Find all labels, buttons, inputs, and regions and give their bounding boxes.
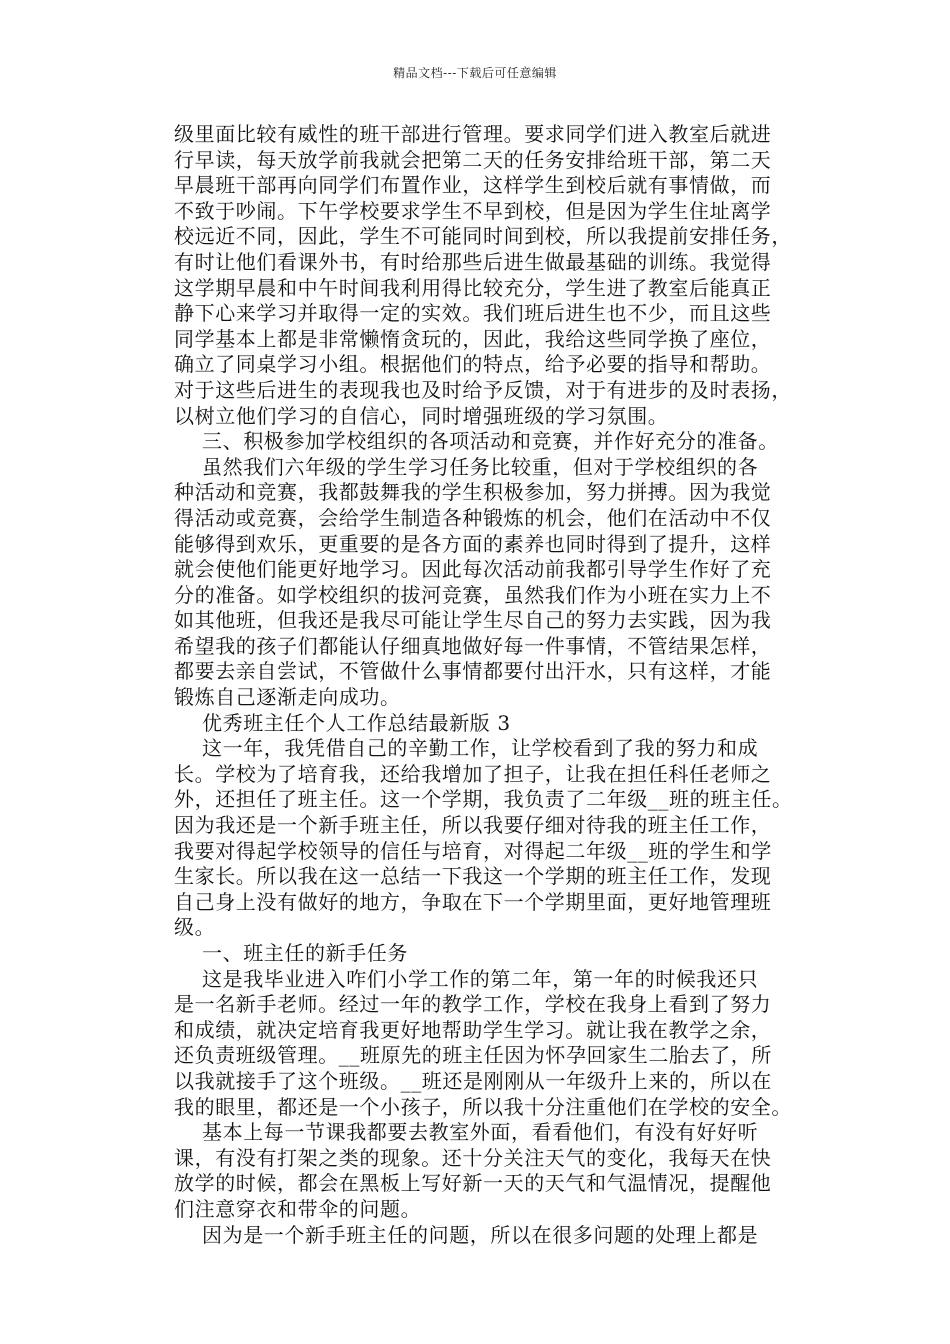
text-line: 早晨班干部再向同学们布置作业，这样学生到校后就有事情做，而 — [174, 173, 772, 198]
text-line: 是一名新手老师。经过一年的教学工作，学校在我身上看到了努力 — [174, 992, 772, 1017]
text-line: 都要去亲自尝试，不管做什么事情都要付出汗水，只有这样，才能 — [174, 659, 772, 684]
text-line: 有时让他们看课外书，有时给那些后进生做最基础的训练。我觉得 — [174, 249, 772, 274]
text-line: 行早读，每天放学前我就会把第二天的任务安排给班干部，第二天 — [174, 147, 772, 172]
text-line: 基本上每一节课我都要去教室外面，看看他们，有没有好好听 — [202, 1120, 759, 1145]
text-line: 和成绩，就决定培育我更好地帮助学生学习。就让我在教学之余， — [174, 1017, 772, 1042]
text-line: 静下心来学习并取得一定的实效。我们班后进生也不少，而且这些 — [174, 301, 772, 326]
text-line: 自己身上没有做好的地方，争取在下一个学期里面，更好地管理班 — [174, 889, 772, 914]
text-line: 因为我还是一个新手班主任，所以我要仔细对待我的班主任工作， — [174, 813, 772, 838]
text-line: 级里面比较有威性的班干部进行管理。要求同学们进入教室后就进 — [174, 122, 772, 146]
text-line: 不致于吵闹。下午学校要求学生不早到校，但是因为学生住址离学 — [174, 198, 772, 223]
text-line: 对于这些后进生的表现我也及时给予反馈，对于有进步的及时表扬， — [174, 377, 792, 402]
text-line: 这是我毕业进入咋们小学工作的第二年，第一年的时候我还只 — [202, 966, 759, 991]
text-line: 就会使他们能更好地学习。因此每次活动前我都引导学生作好了充 — [174, 557, 772, 582]
text-line: 以树立他们学习的自信心，同时增强班级的学习氛围。 — [174, 403, 669, 428]
text-line: 校远近不同，因此，学生不可能同时间到校，所以我提前安排任务， — [174, 224, 792, 249]
text-line: 我的眼里，都还是一个小孩子，所以我十分注重他们在学校的安全。 — [174, 1094, 792, 1119]
text-line: 因为是一个新手班主任的问题，所以在很多问题的处理上都是 — [202, 1222, 759, 1247]
text-line: 优秀班主任个人工作总结最新版 3 — [202, 710, 511, 735]
text-line: 同学基本上都是非常懒惰贪玩的，因此，我给这些同学换了座位， — [174, 326, 772, 351]
text-line: 这学期早晨和中午时间我利用得比较充分，学生进了教室后能真正 — [174, 275, 772, 300]
text-line: 还负责班级管理。__班原先的班主任因为怀孕回家生二胎去了，所 — [174, 1043, 772, 1068]
text-line: 放学的时候，都会在黑板上写好新一天的天气和气温情况，提醒他 — [174, 1171, 772, 1196]
text-line: 希望我的孩子们都能认仔细真地做好每一件事情，不管结果怎样， — [174, 633, 772, 658]
text-line: 以我就接手了这个班级。__班还是刚刚从一年级升上来的，所以在 — [174, 1068, 772, 1093]
text-line: 分的准备。如学校组织的拔河竞赛，虽然我们作为小班在实力上不 — [174, 582, 772, 607]
text-line: 我要对得起学校领导的信任与培育，对得起二年级__班的学生和学 — [174, 838, 772, 863]
text-line: 级。 — [174, 915, 216, 940]
document-body — [174, 122, 824, 1248]
text-line: 生家长。所以我在这一总结一下我这一个学期的班主任工作，发现 — [174, 864, 772, 889]
text-line: 外，还担任了班主任。这一个学期，我负责了二年级__班的班主任。 — [174, 787, 793, 812]
text-line: 种活动和竞赛，我都鼓舞我的学生积极参加，努力拼搏。因为我觉 — [174, 480, 772, 505]
text-line: 长。学校为了培育我，还给我增加了担子，让我在担任科任老师之 — [174, 761, 772, 786]
text-line: 们注意穿衣和带伞的问题。 — [174, 1196, 422, 1221]
text-line: 课，有没有打架之类的现象。还十分关注天气的变化，我每天在快 — [174, 1145, 772, 1170]
text-line: 如其他班，但我还是我尽可能让学生尽自己的努力去实践，因为我 — [174, 608, 772, 633]
text-line: 一、班主任的新手任务 — [202, 941, 408, 965]
text-line: 这一年，我凭借自己的辛勤工作，让学校看到了我的努力和成 — [202, 736, 759, 761]
text-line: 确立了同桌学习小组。根据他们的特点，给予必要的指导和帮助。 — [174, 352, 772, 377]
text-line: 得活动或竞赛，会给学生制造各种锻炼的机会，他们在活动中不仅 — [174, 505, 772, 530]
text-line: 三、积极参加学校组织的各项活动和竞赛，并作好充分的准备。 — [202, 429, 779, 454]
page-header: 精品文档---下载后可任意编辑 — [393, 66, 557, 80]
text-line: 能够得到欢乐，更重要的是各方面的素养也同时得到了提升，这样 — [174, 531, 772, 556]
text-line: 虽然我们六年级的学生学习任务比较重，但对于学校组织的各 — [202, 454, 759, 479]
text-line: 锻炼自己逐渐走向成功。 — [174, 685, 401, 710]
